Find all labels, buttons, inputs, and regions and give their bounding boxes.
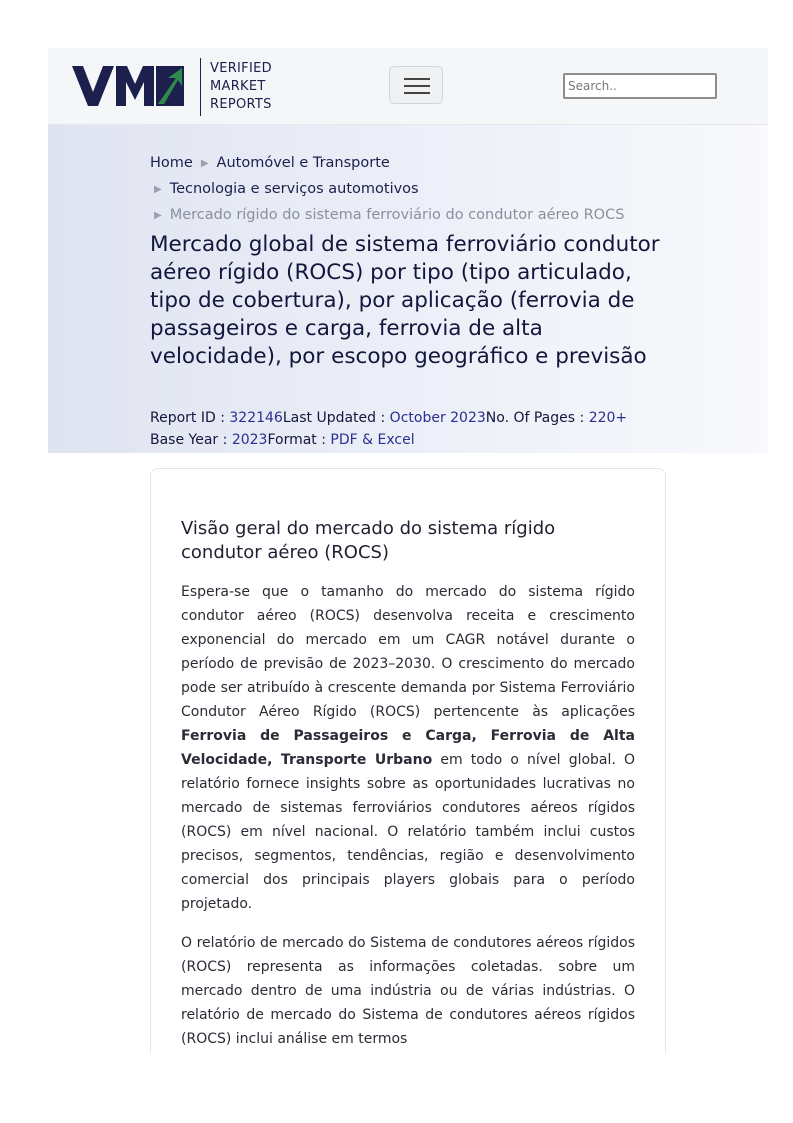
pages-value: 220+ [588, 410, 628, 426]
overview-paragraph-1 [181, 580, 635, 916]
chevron-right-icon: ▶ [154, 184, 162, 195]
report-hero [48, 125, 768, 453]
logo-line-reports: REPORTS [210, 97, 272, 112]
logo-text [210, 60, 272, 114]
menu-toggle-button[interactable] [389, 66, 443, 104]
overview-card [150, 468, 666, 1123]
breadcrumb [150, 151, 624, 229]
report-meta-row-1 [150, 407, 627, 429]
logo-line-market: MARKET [210, 79, 266, 94]
format-value: PDF & Excel [330, 432, 415, 448]
breadcrumb-tech-services-link[interactable]: Tecnologia e serviços automotivos [169, 181, 419, 197]
vmr-logo-mark [72, 66, 184, 106]
overview-heading: Visão geral do mercado do sistema rígido condutor aéreo (ROCS) [181, 518, 556, 563]
overview-paragraph-2: O relatório de mercado do Sistema de condutores aéreos rígidos (ROCS) representa as informações coletadas. sobre um mercado dentro de uma indústria ou de várias indústrias. O relatório de mercado do Sistema de condutores aéreos rígidos (ROCS) inclui análise em termos [181, 935, 635, 1047]
format-label: Format : [267, 432, 331, 448]
breadcrumb-row-3 [150, 203, 624, 229]
report-id-label: Report ID : [150, 410, 230, 426]
overview-p1-text-b: em todo o nível global. O relatório fornece insights sobre as oportunidades lucrativas no mercado de sistemas ferroviários condutores aéreos rígidos (ROCS) em nível nacional. O relatório também inclui custos precisos, segmentos, tendências, região e desenvolvimento comercial dos principais players globais para o período projetado. [181, 752, 635, 912]
breadcrumb-automotive-link[interactable]: Automóvel e Transporte [216, 155, 390, 171]
search-input[interactable] [563, 73, 717, 99]
breadcrumb-home-link[interactable]: Home [150, 155, 193, 171]
overview-body [181, 580, 635, 1066]
overview-p1-text-a: Espera-se que o tamanho do mercado do sistema rígido condutor aéreo (ROCS) desenvolva receita e crescimento exponencial do mercado em um CAGR notável durante o período de previsão de 2023–2030. O crescimento do mercado pode ser atribuído à crescente demanda por Sistema Ferroviário Condutor Aéreo Rígido (ROCS) pertencente às aplicações [181, 584, 635, 720]
report-meta-row-2 [150, 429, 627, 451]
report-id-value: 322146 [229, 410, 283, 426]
pages-label: No. Of Pages : [485, 410, 589, 426]
breadcrumb-row-1 [150, 151, 624, 177]
breadcrumb-row-2 [150, 177, 624, 203]
overview-p1-applications: Ferrovia de Passageiros e Carga, Ferrovia de Alta Velocidade, Transporte Urbano [181, 728, 635, 768]
last-updated-label: Last Updated : [282, 410, 390, 426]
chevron-right-icon: ▶ [154, 210, 162, 221]
base-year-label: Base Year : [150, 432, 232, 448]
logo-divider [200, 58, 201, 116]
chevron-right-icon: ▶ [200, 158, 209, 169]
logo-line-verified: VERIFIED [210, 61, 272, 76]
breadcrumb-current: Mercado rígido do sistema ferroviário do condutor aéreo ROCS [169, 207, 625, 223]
base-year-value: 2023 [231, 432, 268, 448]
page-bottom-whitespace [0, 1053, 793, 1123]
logo[interactable] [72, 58, 282, 116]
last-updated-value: October 2023 [389, 410, 486, 426]
site-header [48, 48, 768, 125]
report-meta [150, 407, 627, 451]
report-title: Mercado global de sistema ferroviário condutor aéreo rígido (ROCS) por tipo (tipo articulado, tipo de cobertura), por aplicação (ferrovia de passageiros e carga, ferrovia de alta velocidade), por escopo geográfico e previsão [150, 232, 660, 369]
